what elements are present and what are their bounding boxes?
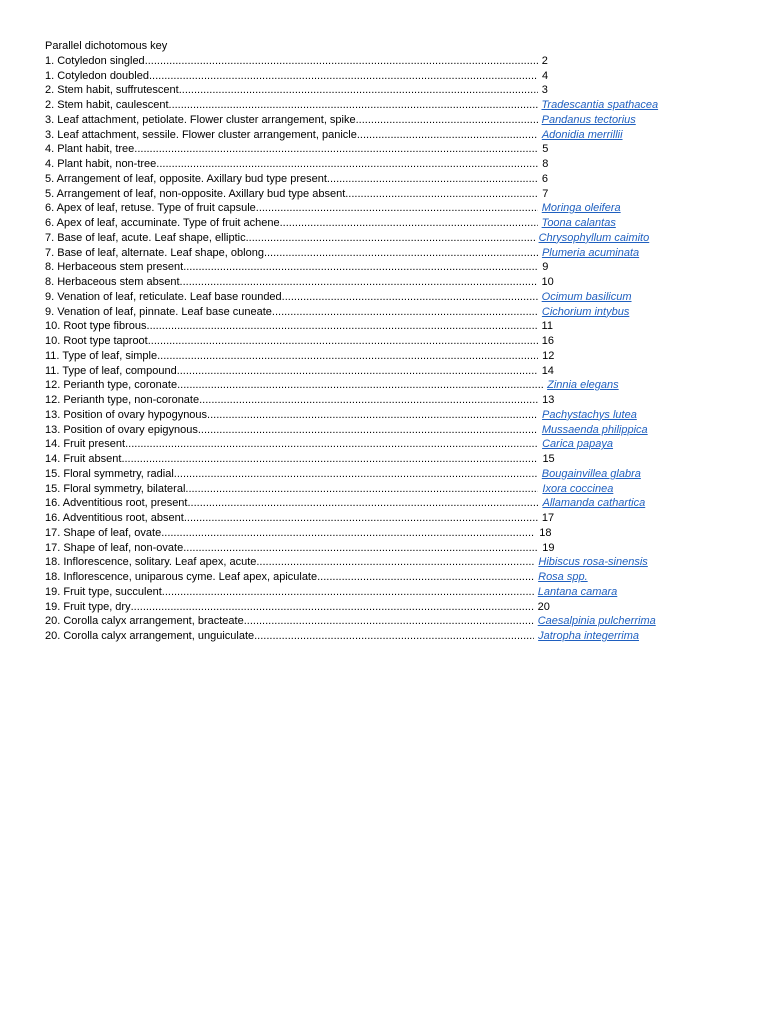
dot-leader — [317, 570, 534, 585]
species-link[interactable]: Tradescantia spathacea — [541, 99, 659, 111]
key-entry-lead: 5. Arrangement of leaf, opposite. Axillary bud type present — [45, 172, 327, 185]
dot-leader — [169, 98, 538, 113]
dichotomous-key-list — [45, 54, 685, 644]
key-entry-lead: 2. Stem habit, caulescent — [45, 99, 169, 111]
key-entry — [45, 290, 685, 305]
key-entry — [45, 246, 685, 261]
dot-leader — [147, 319, 538, 334]
key-entry — [45, 496, 685, 511]
key-entry — [45, 216, 685, 231]
key-entry — [45, 128, 685, 143]
key-entry-lead: 20. Corolla calyx arrangement, bracteate — [45, 615, 244, 628]
key-entry — [45, 69, 685, 84]
dot-leader — [264, 246, 538, 261]
step-number: 10 — [541, 276, 554, 288]
dot-leader — [177, 378, 543, 393]
key-entry-lead: 1. Cotyledon doubled — [45, 69, 149, 82]
key-entry-lead: 4. Plant habit, non-tree — [45, 158, 157, 170]
dot-leader — [148, 334, 538, 349]
step-number: 6 — [541, 172, 549, 185]
dot-leader — [174, 467, 538, 482]
dot-leader — [272, 305, 538, 320]
dot-leader — [161, 526, 535, 541]
key-entry-lead: 18. Inflorescence, solitary. Leaf apex, acute — [45, 556, 257, 569]
step-number: 2 — [541, 54, 548, 67]
species-link[interactable]: Jatropha integerrima — [538, 630, 640, 642]
key-entry-lead: 8. Herbaceous stem absent — [45, 276, 180, 288]
dot-leader — [280, 216, 538, 231]
key-entry-lead: 9. Venation of leaf, pinnate. Leaf base cuneate — [45, 305, 272, 318]
species-link[interactable]: Ixora coccinea — [542, 482, 614, 495]
dot-leader — [199, 393, 538, 408]
key-entry-lead: 12. Perianth type, coronate — [45, 379, 178, 392]
dot-leader — [356, 113, 538, 128]
species-link[interactable]: Caesalpinia pulcherrima — [537, 615, 656, 628]
species-link[interactable]: Carica papaya — [542, 438, 614, 451]
key-entry-lead: 2. Stem habit, suffrutescent — [45, 84, 179, 97]
key-entry-lead: 6. Apex of leaf, accuminate. Type of fruit achene — [45, 217, 280, 229]
species-link[interactable]: Ocimum basilicum — [541, 290, 632, 303]
step-number: 13 — [542, 394, 555, 406]
key-entry — [45, 157, 685, 172]
key-entry-lead: 1. Cotyledon singled — [45, 54, 145, 67]
key-entry — [45, 54, 685, 69]
species-link[interactable]: Pachystachys lutea — [542, 408, 637, 421]
key-entry — [45, 378, 685, 393]
dot-leader — [183, 541, 538, 556]
dot-leader — [131, 600, 534, 615]
species-link[interactable]: Hibiscus rosa-sinensis — [538, 556, 648, 569]
key-entry — [45, 305, 685, 320]
species-link[interactable]: Mussaenda philippica — [541, 423, 648, 436]
dot-leader — [345, 187, 538, 202]
key-entry — [45, 614, 685, 629]
dot-leader — [179, 83, 538, 98]
key-entry — [45, 629, 685, 644]
key-entry — [45, 408, 685, 423]
key-entry — [45, 555, 685, 570]
step-number: 19 — [542, 541, 555, 554]
dot-leader — [256, 555, 534, 570]
key-entry-lead: 15. Floral symmetry, radial — [45, 467, 174, 480]
dot-leader — [149, 69, 538, 84]
key-entry — [45, 393, 685, 408]
key-entry-lead: 13. Position of ovary hypogynous — [45, 408, 208, 421]
dot-leader — [187, 496, 538, 511]
species-link[interactable]: Pandanus tectorius — [541, 113, 636, 126]
key-entry-lead: 18. Inflorescence, uniparous cyme. Leaf apex, apiculate — [45, 571, 318, 583]
species-link[interactable]: Adonidia merrillii — [541, 128, 623, 141]
step-number: 15 — [542, 453, 555, 465]
step-number: 11 — [541, 320, 553, 333]
key-entry-lead: 14. Fruit absent — [45, 453, 122, 465]
key-entry — [45, 319, 685, 334]
key-entry-lead: 7. Base of leaf, acute. Leaf shape, elliptic — [45, 231, 246, 244]
key-entry-lead: 11. Type of leaf, compound — [45, 364, 177, 377]
step-number: 17 — [541, 512, 555, 524]
key-entry — [45, 172, 685, 187]
dot-leader — [125, 437, 538, 452]
dot-leader — [327, 172, 538, 187]
species-link[interactable]: Plumeria acuminata — [541, 246, 640, 259]
key-entry — [45, 541, 685, 556]
dot-leader — [134, 142, 538, 157]
key-entry-lead: 9. Venation of leaf, reticulate. Leaf base rounded — [45, 290, 282, 303]
key-entry-lead: 15. Floral symmetry, bilateral — [45, 482, 186, 495]
species-link[interactable]: Toona calantas — [541, 217, 616, 229]
step-number: 4 — [541, 69, 549, 82]
key-entry-lead: 16. Adventitious root, absent — [45, 512, 184, 524]
dot-leader — [121, 452, 538, 467]
key-entry — [45, 511, 685, 526]
species-link[interactable]: Lantana camara — [537, 585, 618, 598]
document-title: Parallel dichotomous key — [45, 40, 168, 52]
species-link[interactable]: Bougainvillea glabra — [541, 467, 641, 480]
dot-leader — [246, 231, 535, 246]
key-entry-lead: 10. Root type taproot — [45, 335, 148, 347]
dot-leader — [177, 364, 538, 379]
key-entry-lead: 5. Arrangement of leaf, non-opposite. Axillary bud type absent — [45, 187, 346, 200]
key-entry-lead: 12. Perianth type, non-coronate — [45, 394, 200, 406]
key-entry-lead: 19. Fruit type, dry — [45, 600, 131, 613]
species-link[interactable]: Chrysophyllum caimito — [538, 231, 650, 244]
key-entry — [45, 585, 685, 600]
species-link[interactable]: Zinnia elegans — [547, 379, 619, 392]
key-entry-lead: 4. Plant habit, tree — [45, 143, 135, 156]
key-entry — [45, 482, 685, 497]
key-entry-lead: 3. Leaf attachment, petiolate. Flower cluster arrangement, spike — [45, 113, 356, 126]
step-number: 14 — [541, 364, 554, 377]
key-entry — [45, 201, 685, 216]
key-entry — [45, 187, 685, 202]
key-entry — [45, 231, 685, 246]
dot-leader — [180, 275, 538, 290]
key-entry — [45, 570, 685, 585]
key-entry — [45, 437, 685, 452]
dot-leader — [184, 511, 538, 526]
key-entry — [45, 452, 685, 467]
dot-leader — [162, 585, 534, 600]
key-entry-lead: 7. Base of leaf, alternate. Leaf shape, oblong — [45, 246, 264, 259]
dot-leader — [157, 349, 538, 364]
dot-leader — [357, 128, 538, 143]
key-entry-lead: 3. Leaf attachment, sessile. Flower cluster arrangement, panicle — [45, 128, 357, 141]
key-entry — [45, 364, 685, 379]
key-entry — [45, 113, 685, 128]
step-number: 16 — [541, 335, 554, 347]
step-number: 20 — [537, 600, 550, 613]
key-entry — [45, 83, 685, 98]
key-entry-lead: 14. Fruit present — [45, 438, 126, 451]
dot-leader — [183, 260, 538, 275]
key-entry — [45, 467, 685, 482]
species-link[interactable]: Allamanda cathartica — [542, 497, 646, 510]
species-link[interactable]: Moringa oleifera — [541, 202, 621, 215]
key-entry-lead: 20. Corolla calyx arrangement, unguiculate — [45, 630, 255, 642]
key-entry-lead: 19. Fruit type, succulent — [45, 585, 162, 598]
dot-leader — [256, 201, 538, 216]
dot-leader — [145, 54, 538, 69]
key-entry — [45, 142, 685, 157]
key-entry-lead: 17. Shape of leaf, non-ovate — [45, 541, 184, 554]
step-number: 3 — [541, 84, 548, 97]
key-entry — [45, 334, 685, 349]
key-entry — [45, 260, 685, 275]
key-entry — [45, 349, 685, 364]
key-entry-lead: 10. Root type fibrous — [45, 320, 147, 333]
key-entry — [45, 98, 685, 113]
dot-leader — [244, 614, 534, 629]
species-link[interactable]: Rosa spp. — [538, 571, 588, 583]
key-entry — [45, 275, 685, 290]
step-number: 5 — [542, 143, 549, 156]
dot-leader — [282, 290, 538, 305]
key-entry — [45, 526, 685, 541]
step-number: 9 — [542, 261, 549, 274]
step-number: 8 — [542, 158, 549, 170]
key-entry — [45, 423, 685, 438]
step-number: 18 — [539, 526, 552, 539]
key-entry-lead: 17. Shape of leaf, ovate — [45, 526, 162, 539]
dot-leader — [254, 629, 534, 644]
document-page — [45, 39, 685, 644]
key-entry — [45, 600, 685, 615]
key-entry-lead: 8. Herbaceous stem present — [45, 261, 184, 274]
key-entry-lead: 6. Apex of leaf, retuse. Type of fruit capsule — [45, 202, 256, 215]
step-number: 7 — [542, 187, 549, 200]
step-number: 12 — [542, 349, 555, 362]
dot-leader — [185, 482, 538, 497]
key-entry-lead: 13. Position of ovary epigynous — [45, 423, 198, 436]
key-entry-lead: 11. Type of leaf, simple — [45, 349, 158, 362]
dot-leader — [156, 157, 538, 172]
key-entry-lead: 16. Adventitious root, present — [45, 497, 188, 510]
dot-leader — [198, 423, 538, 438]
dot-leader — [207, 408, 538, 423]
species-link[interactable]: Cichorium intybus — [541, 305, 630, 318]
